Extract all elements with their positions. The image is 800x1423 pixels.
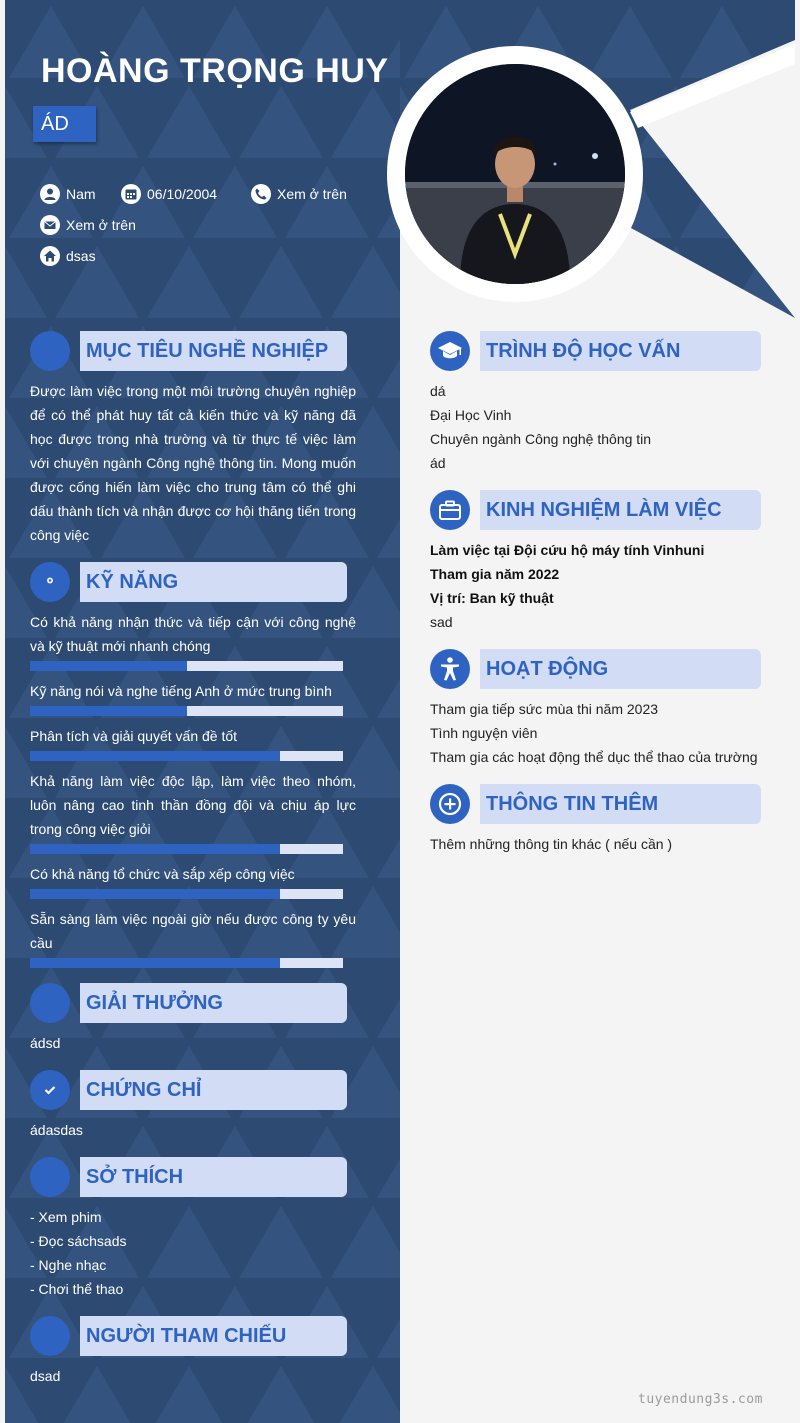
briefcase-icon xyxy=(430,490,470,530)
gender-info xyxy=(40,184,96,204)
education-line-0: dá xyxy=(430,383,446,399)
skills-header xyxy=(30,562,347,602)
profile-photo xyxy=(405,64,625,284)
home-icon xyxy=(40,246,60,266)
education-header xyxy=(430,331,761,371)
education-title: TRÌNH ĐỘ HỌC VẤN xyxy=(480,331,761,371)
hobby-item-0: - Xem phim xyxy=(30,1209,102,1225)
watermark: tuyendung3s.com xyxy=(638,1392,763,1407)
hobby-item-1: - Đọc sáchsads xyxy=(30,1233,127,1249)
hobbies-title: SỞ THÍCH xyxy=(80,1157,347,1197)
experience-desc: sad xyxy=(430,614,453,630)
candidate-name: HOÀNG TRỌNG HUY xyxy=(41,52,389,90)
hobbies-header xyxy=(30,1157,347,1197)
skill-text-4: Có khả năng tổ chức và sắp xếp công việc xyxy=(30,866,295,882)
graduation-cap-icon xyxy=(430,331,470,371)
skill-fill-1 xyxy=(30,706,187,716)
education-line-1: Đại Học Vinh xyxy=(430,407,512,423)
extra-title: THÔNG TIN THÊM xyxy=(480,784,761,824)
phone-info xyxy=(251,184,347,204)
references-header xyxy=(30,1316,347,1356)
phone-icon xyxy=(251,184,271,204)
experience-title: KINH NGHIỆM LÀM VIỆC xyxy=(480,490,761,530)
skill-text-0: Có khả năng nhận thức và tiếp cận với công nghệ và kỹ thuật mới nhanh chóng xyxy=(30,614,356,654)
activity-line-0: Tham gia tiếp sức mùa thi năm 2023 xyxy=(430,701,659,717)
hobby-item-2: - Nghe nhạc xyxy=(30,1257,107,1273)
skill-text-3: Khả năng làm việc độc lập, làm việc theo nhóm, luôn nâng cao tinh thần đồng đội và chịu áp lực trong công việc giỏi xyxy=(30,773,356,837)
calendar-icon xyxy=(121,184,141,204)
plus-circle-icon xyxy=(430,784,470,824)
skill-text-1: Kỹ năng nói và nghe tiếng Anh ở mức trung bình xyxy=(30,683,332,699)
skill-fill-3 xyxy=(30,844,280,854)
certificates-header xyxy=(30,1070,347,1110)
skills-title: KỸ NĂNG xyxy=(80,562,347,602)
skill-bar-3 xyxy=(30,844,343,854)
education-line-3: ád xyxy=(430,455,446,471)
experience-period: Tham gia năm 2022 xyxy=(430,566,560,582)
objective-header xyxy=(30,331,347,371)
experience-header xyxy=(430,490,761,530)
skill-bar-5 xyxy=(30,958,343,968)
experience-position: Vị trí: Ban kỹ thuật xyxy=(430,590,554,606)
address-text: dsas xyxy=(66,248,96,264)
mail-icon xyxy=(40,215,60,235)
skill-bar-2 xyxy=(30,751,343,761)
user-icon xyxy=(30,1316,70,1356)
extra-header xyxy=(430,784,761,824)
activity-line-1: Tình nguyện viên xyxy=(430,725,538,741)
phone-text: Xem ở trên xyxy=(277,186,347,202)
certificates-title: CHỨNG CHỈ xyxy=(80,1070,347,1110)
awards-header xyxy=(30,983,347,1023)
activity-line-2: Tham gia các hoạt động thể dục thể thao của trường xyxy=(430,749,758,765)
trophy-icon xyxy=(30,983,70,1023)
skill-bar-4 xyxy=(30,889,343,899)
address-info xyxy=(40,246,96,266)
accessibility-icon xyxy=(430,649,470,689)
puzzle-icon xyxy=(30,1157,70,1197)
email-text: Xem ở trên xyxy=(66,217,136,233)
activities-header xyxy=(430,649,761,689)
skill-fill-0 xyxy=(30,661,187,671)
skill-fill-4 xyxy=(30,889,280,899)
certificates-text: ádasdas xyxy=(30,1122,83,1138)
badge-check-icon xyxy=(30,1070,70,1110)
head-gear-icon xyxy=(30,562,70,602)
person-icon xyxy=(40,184,60,204)
awards-text: ádsd xyxy=(30,1035,61,1051)
skill-fill-5 xyxy=(30,958,280,968)
target-icon xyxy=(30,331,70,371)
email-info xyxy=(40,215,136,235)
objective-title: MỤC TIÊU NGHỀ NGHIỆP xyxy=(80,331,347,371)
references-text: dsad xyxy=(30,1368,61,1384)
objective-text: Được làm việc trong một môi trường chuyên nghiệp để có thể phát huy tất cả kiến thức và kỹ năng đã học được trong nhà trường và từ thực tế việc làm với chuyên ngành Công nghệ thông tin. Mong muốn được cống hiến làm việc cho trung tâm có thể ghi dấu thành tích và nhận được cơ hội thăng tiến trong công việc xyxy=(30,383,356,543)
extra-text: Thêm những thông tin khác ( nếu cần ) xyxy=(430,836,673,852)
skill-fill-2 xyxy=(30,751,280,761)
gender-text: Nam xyxy=(66,186,96,202)
education-line-2: Chuyên ngành Công nghệ thông tin xyxy=(430,431,652,447)
birthday-info xyxy=(121,184,217,204)
experience-company: Làm việc tại Đội cứu hộ máy tính Vinhuni xyxy=(430,542,705,558)
birthday-text: 06/10/2004 xyxy=(147,186,218,202)
skill-text-5: Sẵn sàng làm việc ngoài giờ nếu được công ty yêu cầu xyxy=(30,911,356,951)
job-title: ÁD xyxy=(33,106,96,142)
activities-title: HOẠT ĐỘNG xyxy=(480,649,761,689)
skill-bar-0 xyxy=(30,661,343,671)
skill-bar-1 xyxy=(30,706,343,716)
skill-text-2: Phân tích và giải quyết vấn đề tốt xyxy=(30,728,238,744)
hobby-item-3: - Chơi thể thao xyxy=(30,1281,124,1297)
references-title: NGƯỜI THAM CHIẾU xyxy=(80,1316,347,1356)
awards-title: GIẢI THƯỞNG xyxy=(80,983,347,1023)
